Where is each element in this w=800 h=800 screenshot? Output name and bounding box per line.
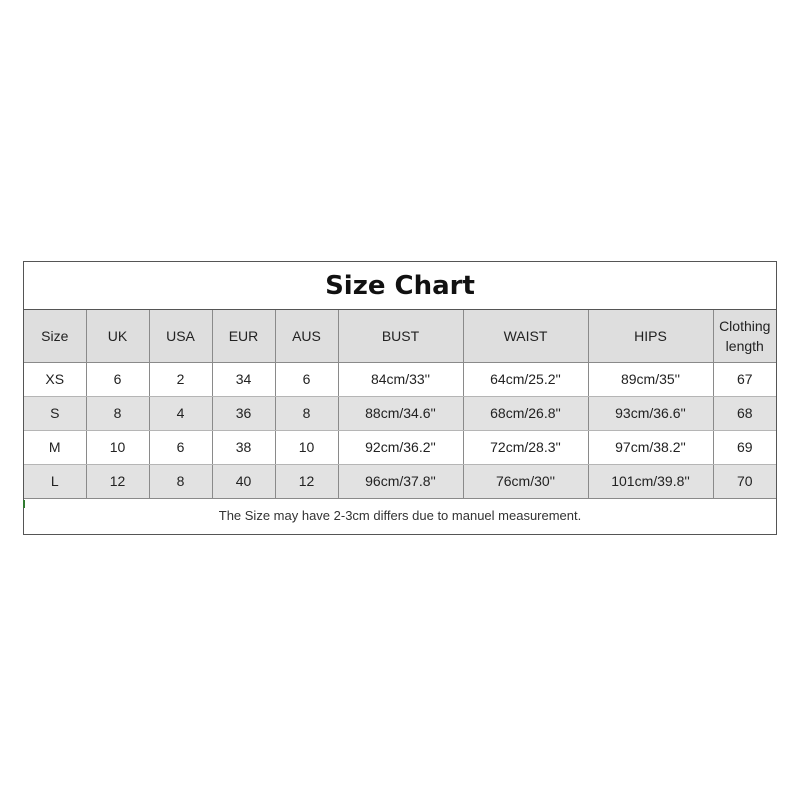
table-row — [24, 430, 776, 464]
measurement-note: The Size may have 2-3cm differs due to manuel measurement. — [218, 507, 582, 523]
size-chart — [23, 261, 777, 535]
table-cell: 8 — [149, 464, 212, 498]
chart-title: Size Chart — [24, 262, 776, 310]
table-cell: 36 — [212, 396, 275, 430]
column-header-bust: BUST — [338, 310, 463, 362]
table-cell: XS — [24, 362, 86, 396]
table-cell: 6 — [275, 362, 338, 396]
column-header-uk: UK — [86, 310, 149, 362]
table-cell: 92cm/36.2'' — [338, 430, 463, 464]
size-table — [24, 310, 776, 499]
table-cell: 69 — [713, 430, 776, 464]
table-cell: S — [24, 396, 86, 430]
table-cell: 8 — [275, 396, 338, 430]
table-cell: 89cm/35'' — [588, 362, 713, 396]
table-header — [24, 310, 776, 362]
table-cell: 96cm/37.8'' — [338, 464, 463, 498]
table-cell: 68 — [713, 396, 776, 430]
table-cell: 10 — [86, 430, 149, 464]
table-cell: 72cm/28.3'' — [463, 430, 588, 464]
table-cell: 88cm/34.6'' — [338, 396, 463, 430]
table-cell: 12 — [86, 464, 149, 498]
column-header-hips: HIPS — [588, 310, 713, 362]
table-row — [24, 396, 776, 430]
table-cell: 12 — [275, 464, 338, 498]
table-cell: 38 — [212, 430, 275, 464]
column-header-size: Size — [24, 310, 86, 362]
column-header-usa: USA — [149, 310, 212, 362]
table-cell: 84cm/33'' — [338, 362, 463, 396]
table-cell: 6 — [149, 430, 212, 464]
table-cell: M — [24, 430, 86, 464]
table-cell: 101cm/39.8'' — [588, 464, 713, 498]
header-row — [24, 310, 776, 362]
column-header-aus: AUS — [275, 310, 338, 362]
table-cell: 2 — [149, 362, 212, 396]
table-cell: 4 — [149, 396, 212, 430]
table-cell: 40 — [212, 464, 275, 498]
table-row — [24, 464, 776, 498]
table-cell: L — [24, 464, 86, 498]
table-cell: 70 — [713, 464, 776, 498]
table-cell: 34 — [212, 362, 275, 396]
table-cell: 68cm/26.8'' — [463, 396, 588, 430]
table-cell: 76cm/30'' — [463, 464, 588, 498]
table-cell: 64cm/25.2'' — [463, 362, 588, 396]
table-cell: 6 — [86, 362, 149, 396]
table-body — [24, 362, 776, 498]
column-header-eur: EUR — [212, 310, 275, 362]
table-cell: 67 — [713, 362, 776, 396]
table-cell: 10 — [275, 430, 338, 464]
table-cell: 93cm/36.6'' — [588, 396, 713, 430]
column-header-waist: WAIST — [463, 310, 588, 362]
table-cell: 97cm/38.2'' — [588, 430, 713, 464]
table-row — [24, 362, 776, 396]
column-header-clothing-length: Clothing length — [713, 310, 776, 362]
table-cell: 8 — [86, 396, 149, 430]
decorative-mark — [23, 500, 25, 508]
